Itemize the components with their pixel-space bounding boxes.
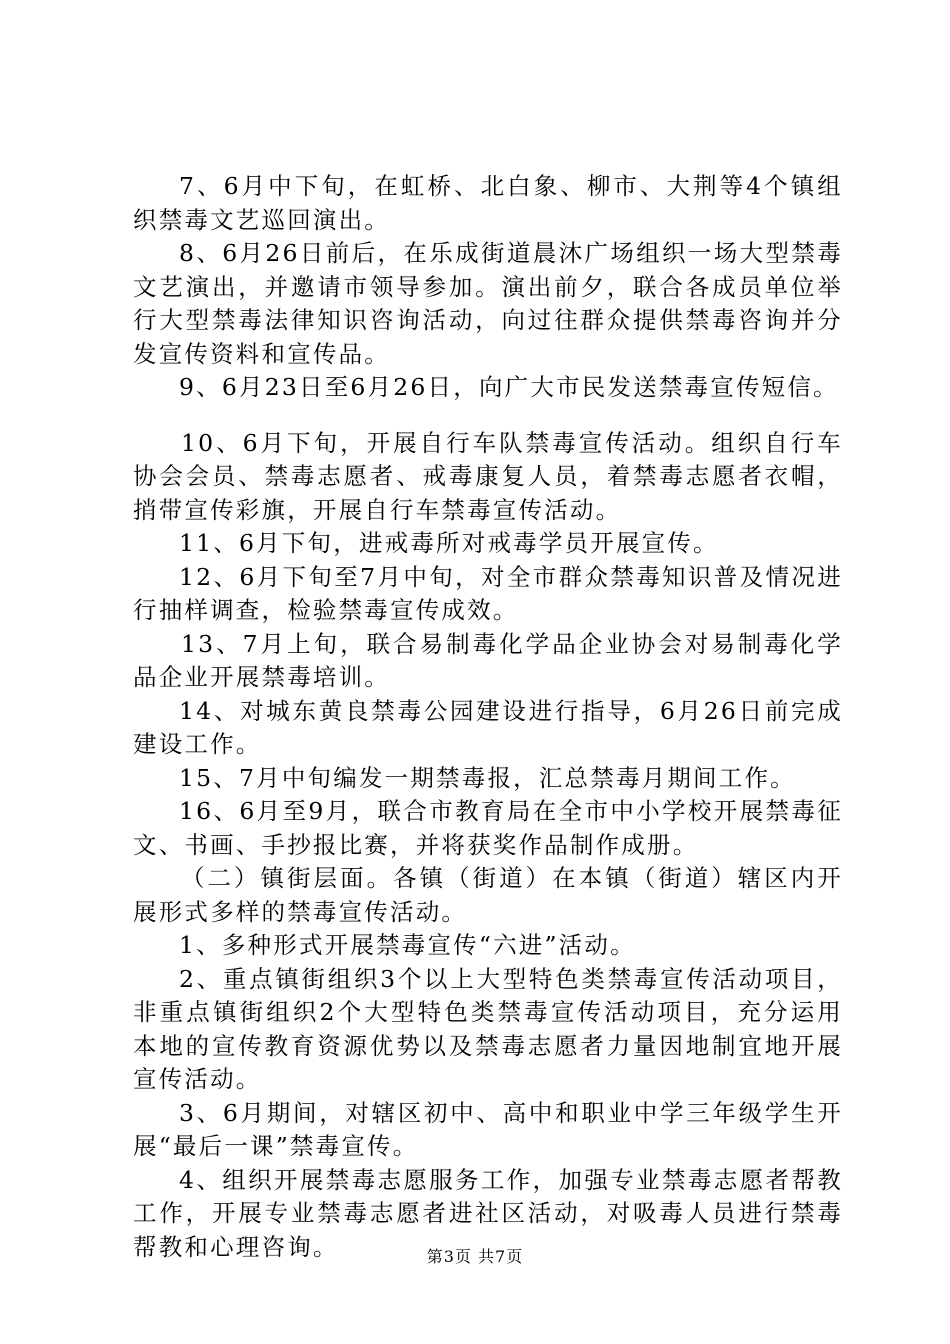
section-heading-town-level: （二）镇街层面。各镇（街道）在本镇（街道）辖区内开展形式多样的禁毒宣传活动。 [133, 864, 843, 926]
paragraph-item-12: 12、6月下旬至7月中旬，对全市群众禁毒知识普及情况进行抽样调查，检验禁毒宣传成效。 [133, 562, 843, 624]
paragraph-item-14: 14、对城东黄良禁毒公园建设进行指导，6月26日前完成建设工作。 [133, 696, 843, 758]
paragraph-town-item-1: 1、多种形式开展禁毒宣传“六进”活动。 [179, 931, 636, 959]
paragraph-item-13: 13、7月上旬，联合易制毒化学品企业协会对易制毒化学品企业开展禁毒培训。 [133, 629, 843, 691]
paragraph-town-item-4: 4、组织开展禁毒志愿服务工作，加强专业禁毒志愿者帮教工作，开展专业禁毒志愿者进社区活动，对吸毒人员进行禁毒帮教和心理咨询。 [133, 1165, 843, 1261]
paragraph-item-7: 7、6月中下旬，在虹桥、北白象、柳市、大荆等4个镇组织禁毒文艺巡回演出。 [133, 172, 843, 234]
paragraph-item-11: 11、6月下旬，进戒毒所对戒毒学员开展宣传。 [179, 529, 719, 557]
page-number-footer: 第3页 共7页 [426, 1247, 524, 1266]
paragraph-item-16: 16、6月至9月，联合市教育局在全市中小学校开展禁毒征文、书画、手抄报比赛，并将获奖作品制作成册。 [133, 797, 843, 859]
paragraph-item-15: 15、7月中旬编发一期禁毒报，汇总禁毒月期间工作。 [179, 763, 796, 792]
paragraph-town-item-2: 2、重点镇街组织3个以上大型特色类禁毒宣传活动项目，非重点镇街组织2个大型特色类禁毒宣传活动项目，充分运用本地的宣传教育资源优势以及禁毒志愿者力量因地制宜地开展宣传活动。 [133, 964, 843, 1093]
paragraph-item-9: 9、6月23日至6月26日，向广大市民发送禁毒宣传短信。 [179, 373, 839, 401]
document-body [133, 170, 843, 1264]
paragraph-item-10: 10、6月下旬，开展自行车队禁毒宣传活动。组织自行车协会会员、禁毒志愿者、戒毒康复人员，着禁毒志愿者衣帽，捎带宣传彩旗，开展自行车禁毒宣传活动。 [133, 428, 843, 524]
paragraph-town-item-3: 3、6月期间，对辖区初中、高中和职业中学三年级学生开展“最后一课”禁毒宣传。 [133, 1098, 843, 1160]
paragraph-item-8: 8、6月26日前后，在乐成街道晨沐广场组织一场大型禁毒文艺演出，并邀请市领导参加。演出前夕，联合各成员单位举行大型禁毒法律知识咨询活动，向过往群众提供禁毒咨询并分发宣传资料和宣传品。 [133, 239, 843, 368]
